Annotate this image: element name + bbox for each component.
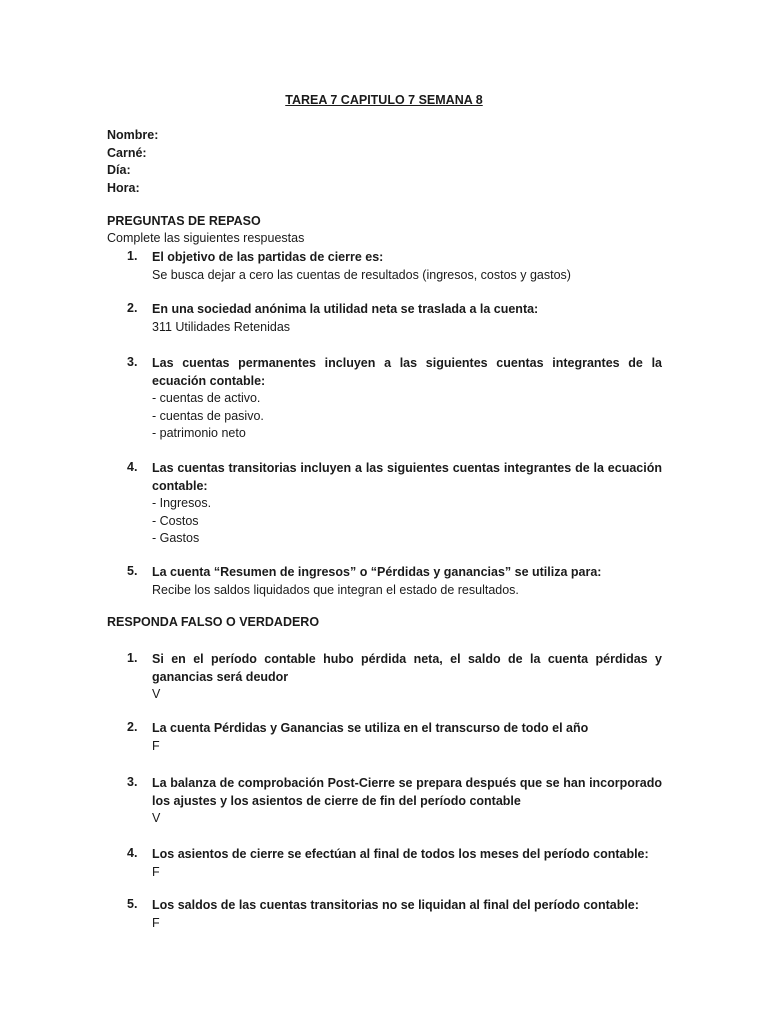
question-text: Si en el período contable hubo pérdida neta, el saldo de la cuenta pérdidas y ganancias será deudor — [152, 652, 662, 684]
section-review-heading: PREGUNTAS DE REPASO — [107, 214, 261, 228]
question-text: La cuenta Pérdidas y Ganancias se utiliza en el transcurso de todo el año — [152, 721, 589, 735]
question-text: El objetivo de las partidas de cierre es: — [152, 250, 384, 264]
tf-question-4 — [127, 846, 662, 881]
review-question-2 — [127, 301, 662, 336]
field-hora: Hora: — [107, 180, 140, 195]
question-number: 1. — [127, 651, 138, 665]
question-text: Los saldos de las cuentas transitorias no se liquidan al final del período contable: — [152, 898, 639, 912]
answer-line: F — [152, 738, 160, 753]
answer-line: - Ingresos. — [152, 496, 212, 510]
question-answer — [152, 390, 662, 443]
question-number: 1. — [127, 249, 138, 263]
tf-question-1 — [127, 651, 662, 704]
answer-line: - cuentas de pasivo. — [152, 408, 264, 423]
answer-line: - cuentas de activo. — [152, 391, 261, 405]
question-text: Las cuentas transitorias incluyen a las siguientes cuentas integrantes de la ecuación contable: — [152, 461, 662, 493]
question-number: 2. — [127, 720, 138, 734]
question-text: La balanza de comprobación Post-Cierre se prepara después que se han incorporado los ajustes y los asientos de cierre de fin del período contable — [152, 776, 662, 808]
review-question-5 — [127, 564, 662, 599]
question-answer — [152, 582, 662, 600]
question-text: En una sociedad anónima la utilidad neta se traslada a la cuenta: — [152, 302, 539, 316]
question-answer — [152, 738, 662, 756]
answer-line: V — [152, 687, 161, 701]
question-number: 3. — [127, 355, 138, 369]
question-text: Las cuentas permanentes incluyen a las siguientes cuentas integrantes de la ecuación contable: — [152, 356, 662, 388]
document-title: TAREA 7 CAPITULO 7 SEMANA 8 — [285, 93, 483, 107]
question-text: Los asientos de cierre se efectúan al final de todos los meses del período contable: — [152, 847, 649, 861]
field-carne: Carné: — [107, 145, 147, 160]
answer-line: Se busca dejar a cero las cuentas de resultados (ingresos, costos y gastos) — [152, 267, 571, 282]
question-number: 3. — [127, 775, 138, 789]
question-answer — [152, 267, 662, 285]
tf-question-2 — [127, 720, 662, 755]
question-number: 4. — [127, 846, 138, 860]
review-question-4 — [127, 460, 662, 548]
answer-line: Recibe los saldos liquidados que integran el estado de resultados. — [152, 582, 519, 597]
answer-line: 311 Utilidades Retenidas — [152, 319, 291, 334]
student-info-fields — [107, 127, 158, 197]
answer-line: V — [152, 811, 161, 825]
tf-question-3 — [127, 775, 662, 828]
question-number: 5. — [127, 564, 138, 578]
answer-line: F — [152, 864, 160, 879]
field-nombre: Nombre: — [107, 128, 159, 142]
question-number: 4. — [127, 460, 138, 474]
answer-line: - Gastos — [152, 531, 200, 545]
answer-line: - Costos — [152, 513, 199, 528]
question-answer — [152, 864, 662, 882]
review-question-1 — [127, 249, 662, 284]
tf-question-5 — [127, 897, 662, 932]
section-true-false-heading: RESPONDA FALSO O VERDADERO — [107, 615, 320, 629]
review-question-3 — [127, 355, 662, 443]
question-answer — [152, 686, 662, 704]
question-answer — [152, 495, 662, 548]
answer-line: - patrimonio neto — [152, 426, 246, 440]
answer-line: F — [152, 915, 160, 930]
question-text: La cuenta “Resumen de ingresos” o “Pérdidas y ganancias” se utiliza para: — [152, 565, 602, 579]
question-answer — [152, 915, 662, 933]
field-dia: Día: — [107, 163, 131, 177]
question-number: 2. — [127, 301, 138, 315]
section-review-intro: Complete las siguientes respuestas — [107, 231, 305, 245]
question-answer — [152, 319, 662, 337]
question-number: 5. — [127, 897, 138, 911]
question-answer — [152, 810, 662, 828]
